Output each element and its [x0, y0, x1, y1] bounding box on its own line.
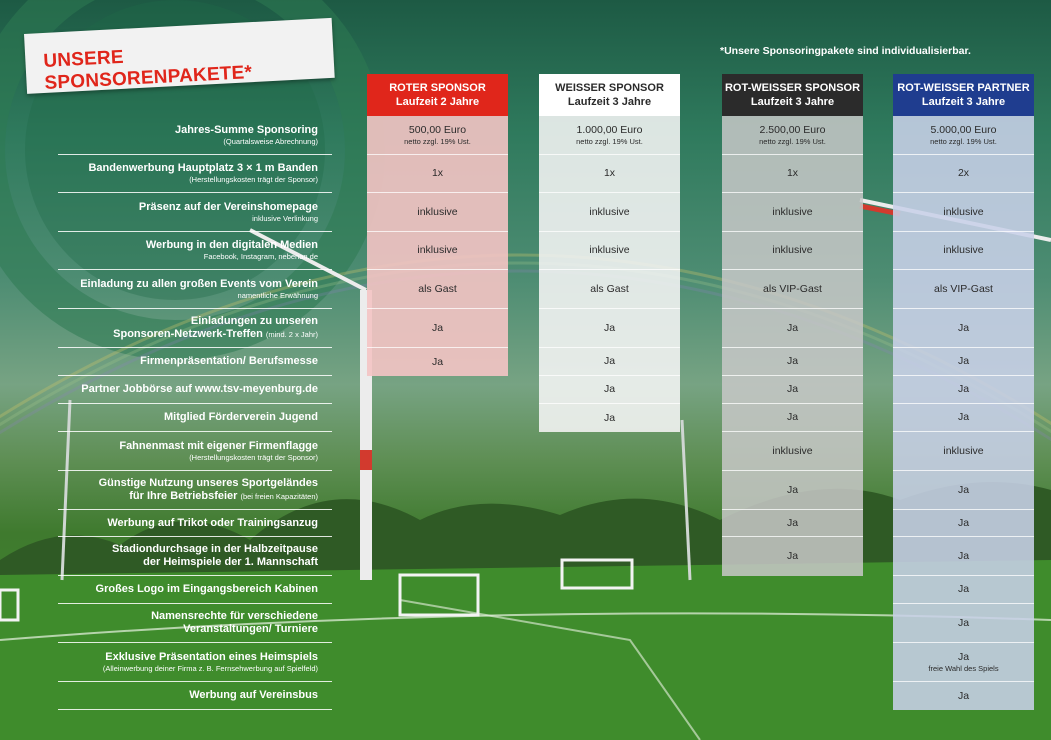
feature-row: [58, 348, 332, 376]
cell-value: 2.500,00 Euro: [759, 123, 826, 136]
package-cell: [893, 576, 1034, 604]
package-cell: [539, 404, 680, 432]
cell-note: freie Wahl des Spiels: [928, 663, 999, 673]
package-cell: [893, 510, 1034, 537]
cell-value: inklusive: [943, 244, 984, 256]
cell-value: inklusive: [943, 444, 984, 457]
cell-value: inklusive: [772, 205, 813, 218]
feature-row: [58, 432, 332, 471]
cell-value: Ja: [431, 355, 444, 368]
package-body: [539, 116, 680, 432]
feature-label: Bandenwerbung Hauptplatz 3 × 1 m Banden: [88, 162, 318, 174]
package-cell: [367, 155, 508, 193]
feature-label-line2: [58, 490, 318, 503]
feature-label: Mitglied Förderverein Jugend: [163, 411, 318, 423]
cell-value: Ja: [957, 355, 970, 367]
feature-label: Präsenz auf der Vereinshomepage: [138, 200, 318, 213]
cell-value: 1x: [786, 167, 799, 179]
package-term: Laufzeit 2 Jahre: [395, 96, 480, 108]
cell-value: Ja: [957, 321, 970, 334]
feature-sublabel: inklusive Verlinkung: [252, 213, 318, 223]
package-cell: [722, 510, 863, 537]
feature-row: [58, 232, 332, 270]
feature-label-line2: [58, 556, 318, 569]
cell-value: Ja: [431, 321, 444, 334]
package-cell: [367, 193, 508, 232]
package-cell: [539, 232, 680, 270]
package-name: WEISSER SPONSOR: [555, 82, 664, 94]
cell-value: Ja: [786, 321, 799, 334]
feature-label-line2-text: Sponsoren-Netzwerk-Treffen: [113, 328, 263, 340]
feature-label: Werbung auf Trikot oder Trainingsanzug: [107, 516, 318, 529]
cell-value: Ja: [603, 383, 616, 395]
cell-value: Ja: [786, 411, 799, 423]
package-cell: [722, 432, 863, 471]
package-cell: [893, 537, 1034, 576]
package-cell: [893, 232, 1034, 270]
cell-value: Ja: [957, 483, 970, 496]
feature-row: [58, 270, 332, 309]
package-cell: [367, 348, 508, 376]
feature-label-line2: [58, 328, 318, 341]
package-cell: [722, 376, 863, 404]
cell-value: inklusive: [417, 205, 458, 218]
package-cell: [893, 116, 1034, 155]
cell-note: netto zzgl. 19% Ust.: [404, 136, 471, 146]
feature-row: [58, 471, 332, 510]
cell-value: inklusive: [589, 205, 630, 218]
feature-label: Firmenpräsentation/ Berufsmesse: [140, 355, 318, 367]
feature-label-line2-note: (bei freien Kapazitäten): [240, 492, 318, 501]
feature-label: Günstige Nutzung unseres Sportgeländes: [98, 477, 318, 489]
package-cell: [722, 232, 863, 270]
feature-sublabel: Facebook, Instagram, nebenan.de: [203, 252, 318, 261]
cell-value: 1x: [431, 167, 444, 179]
cell-value: Ja: [957, 516, 970, 529]
feature-row: [58, 116, 332, 155]
feature-row: [58, 309, 332, 348]
cell-value: Ja: [603, 321, 616, 334]
cell-note: netto zzgl. 19% Ust.: [576, 136, 643, 146]
feature-sublabel: (Herstellungskosten trägt der Sponsor): [189, 452, 318, 462]
package-cell: [722, 537, 863, 576]
package-header: [722, 74, 863, 116]
feature-row: [58, 376, 332, 404]
package-cell: [539, 376, 680, 404]
cell-value: Ja: [786, 516, 799, 529]
cell-value: Ja: [957, 616, 970, 629]
feature-label: Einladungen zu unseren: [190, 315, 318, 327]
feature-row: [58, 510, 332, 537]
cell-value: als Gast: [590, 282, 629, 295]
cell-value: 1.000,00 Euro: [576, 123, 643, 136]
cell-value: 500,00 Euro: [408, 123, 467, 136]
package-cell: [722, 348, 863, 376]
feature-row: [58, 155, 332, 193]
package-cell: [893, 376, 1034, 404]
package-cell: [367, 309, 508, 348]
feature-label-line2-text: für Ihre Betriebsfeier: [129, 490, 238, 502]
package-cell: [367, 116, 508, 155]
package-cell: [893, 404, 1034, 432]
package-header: [893, 74, 1034, 116]
package-cell: [893, 193, 1034, 232]
cell-value: inklusive: [589, 244, 630, 256]
package-cell: [893, 432, 1034, 471]
package-body: [367, 116, 508, 376]
package-cell: [893, 348, 1034, 376]
cell-value: Ja: [786, 483, 799, 496]
package-term: Laufzeit 3 Jahre: [567, 96, 652, 108]
package-cell: [367, 270, 508, 309]
package-cell: [539, 193, 680, 232]
feature-sublabel: (Quartalsweise Abrechnung): [223, 136, 318, 146]
feature-label: Exklusive Präsentation eines Heimspiels: [105, 650, 318, 663]
package-term: Laufzeit 3 Jahre: [921, 96, 1006, 108]
package-cell: [893, 643, 1034, 682]
cell-note: netto zzgl. 19% Ust.: [930, 136, 997, 146]
cell-value: Ja: [957, 383, 970, 395]
cell-value: Ja: [957, 583, 970, 595]
feature-label-line2-text: der Heimspiele der 1. Mannschaft: [143, 556, 318, 568]
package-header: [367, 74, 508, 116]
feature-label: Einladung zu allen großen Events vom Verein: [80, 277, 318, 290]
cell-value: als Gast: [418, 282, 457, 295]
cell-value: Ja: [957, 689, 970, 702]
package-cell: [722, 193, 863, 232]
cell-value: 2x: [957, 167, 970, 179]
package-cell: [539, 155, 680, 193]
cell-value: Ja: [786, 355, 799, 367]
cell-note: netto zzgl. 19% Ust.: [759, 136, 826, 146]
package-cell: [722, 309, 863, 348]
feature-label-line2: [58, 623, 318, 636]
cell-value: Ja: [957, 549, 970, 562]
feature-label: Werbung auf Vereinsbus: [189, 689, 318, 701]
package-cell: [893, 309, 1034, 348]
package-name: ROTER SPONSOR: [389, 82, 486, 94]
footnote: *Unsere Sponsoringpakete sind individualisierbar.: [720, 45, 971, 57]
feature-label: Jahres-Summe Sponsoring: [174, 123, 318, 136]
feature-label: Partner Jobbörse auf www.tsv-meyenburg.de: [81, 383, 318, 395]
feature-row: [58, 682, 332, 710]
package-cell: [893, 270, 1034, 309]
feature-row: [58, 576, 332, 604]
feature-sublabel: namentliche Erwähnung: [237, 290, 318, 300]
feature-row: [58, 404, 332, 432]
package-cell: [539, 348, 680, 376]
cell-value: als VIP-Gast: [934, 282, 993, 295]
feature-label: Werbung in den digitalen Medien: [145, 239, 318, 251]
feature-sublabel: (Alleinwerbung deiner Firma z. B. Fernsehwerbung auf Spielfeld): [102, 663, 318, 673]
feature-label-line2-note: (mind. 2 x Jahr): [265, 330, 318, 339]
feature-row: [58, 193, 332, 232]
cell-value: Ja: [786, 550, 799, 562]
package-cell: [539, 270, 680, 309]
package-name: ROT-WEISSER SPONSOR: [724, 82, 861, 94]
feature-row: [58, 643, 332, 682]
feature-sublabel: (Herstellungskosten trägt der Sponsor): [189, 175, 318, 184]
feature-label: Stadiondurchsage in der Halbzeitpause: [112, 543, 318, 555]
package-body: [722, 116, 863, 576]
package-body: [893, 116, 1034, 710]
feature-label: Namensrechte für verschiedene: [151, 610, 318, 622]
package-name: ROT-WEISSER PARTNER: [897, 82, 1030, 94]
cell-value: Ja: [957, 650, 970, 663]
package-cell: [722, 116, 863, 155]
cell-value: inklusive: [417, 244, 458, 256]
feature-row: [58, 537, 332, 576]
package-cell: [722, 404, 863, 432]
package-cell: [539, 116, 680, 155]
package-cell: [722, 270, 863, 309]
package-cell: [367, 232, 508, 270]
page-title: UNSERE SPONSORENPAKETE*: [42, 46, 253, 94]
feature-label: Fahnenmast mit eigener Firmenflagge: [119, 439, 318, 452]
package-cell: [539, 309, 680, 348]
cell-value: inklusive: [943, 205, 984, 218]
package-cell: [722, 155, 863, 193]
feature-row: [58, 604, 332, 643]
cell-value: inklusive: [772, 244, 813, 256]
package-cell: [893, 471, 1034, 510]
package-cell: [893, 155, 1034, 193]
feature-label-line2-text: Veranstaltungen/ Turniere: [183, 623, 318, 635]
cell-value: 5.000,00 Euro: [930, 123, 997, 136]
cell-value: als VIP-Gast: [763, 282, 822, 295]
package-cell: [722, 471, 863, 510]
cell-value: Ja: [603, 355, 616, 367]
package-term: Laufzeit 3 Jahre: [750, 96, 835, 108]
package-cell: [893, 604, 1034, 643]
cell-value: Ja: [603, 411, 616, 424]
package-cell: [893, 682, 1034, 710]
package-header: [539, 74, 680, 116]
feature-label: Großes Logo im Eingangsbereich Kabinen: [95, 583, 318, 595]
cell-value: Ja: [786, 383, 799, 395]
cell-value: 1x: [603, 167, 616, 179]
cell-value: inklusive: [772, 444, 813, 457]
cell-value: Ja: [957, 411, 970, 423]
